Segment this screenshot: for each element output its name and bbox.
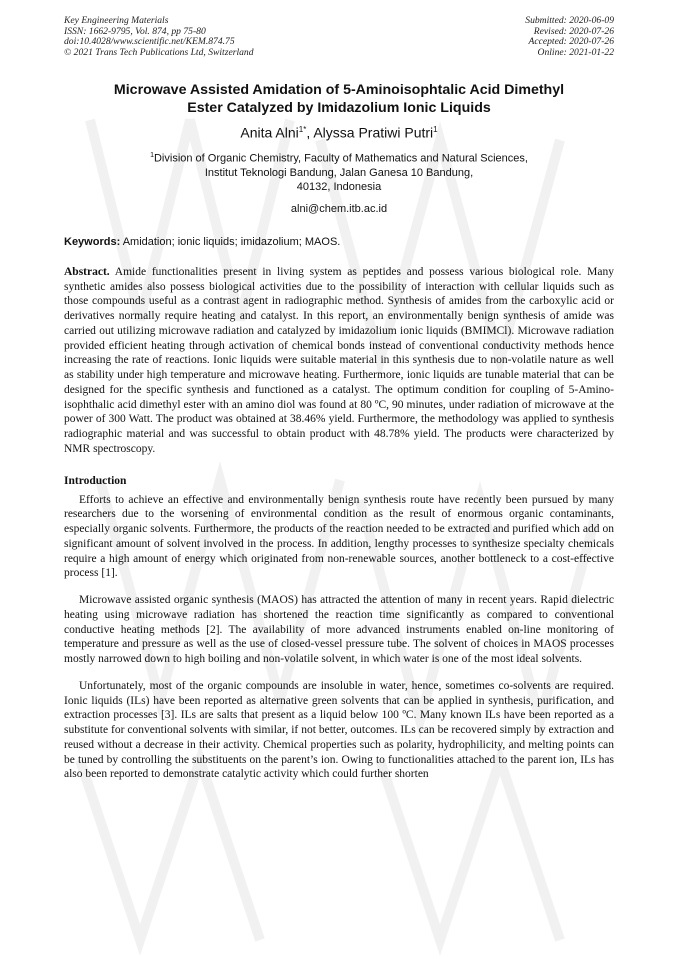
paper-page [64, 16, 614, 794]
section-heading: Introduction [64, 474, 127, 487]
body-paragraph: Unfortunately, most of the organic compounds are insoluble in water, hence, sometimes co-solvents are required. Ionic liquids (ILs) have been reported as alternative green solvents that can be applied in synthesis, purification, and extraction processes [3]. ILs are salts that present as a liquid below 100 ºC. Many known ILs have been reported as a substitute for conventional solvents with similar, if not better, outcomes. ILs can be recovered simply by extraction and reused without a decrease in their activity. Chemical properties such as polarity, hydrophilicity, and melting points can be tuned by controlling the substituents on the parent’s ion. Owing to functionalities attached to the parent ion, ILs has also been reported to demonstrate catalytic activity which could further shorten [64, 679, 614, 781]
affiliation-mark: 1 [150, 151, 154, 159]
date-online: Online: 2021-01-22 [537, 46, 614, 58]
journal-copyright: © 2021 Trans Tech Publications Ltd, Switzerland [64, 46, 254, 58]
journal-name: Key Engineering Materials [64, 15, 169, 26]
keywords [64, 236, 614, 248]
body-paragraph: Efforts to achieve an effective and environmentally benign synthesis route have recently been pursued by many researchers due to the worsening of environmental condition as the result of enormous organic contaminants, especially organic solvents. Furthermore, the products of the reaction needed to be extracted and purified which add on significant amount of solvent involved in the process. In addition, lengthy processes to synthesize specialty chemicals require a high amount of energy which originated from non-renewable sources, another bottleneck to a cost-effective process [1]. [64, 493, 614, 580]
corresponding-email[interactable]: alni@chem.itb.ac.id [290, 202, 388, 215]
affiliation [64, 149, 614, 195]
paper-title [64, 82, 614, 117]
date-accepted: Accepted: 2020-07-26 [528, 36, 614, 47]
journal-info [64, 16, 254, 58]
body-paragraph: Microwave assisted organic synthesis (MAOS) has attracted the attention of many in recent years. Rapid dielectric heating using microwave radiation has shortened the reaction time significantly as compared to conventional conductive heating methods [2]. The availability of more advanced instruments enabled on-line monitoring of temperature and pressure as well as the use of closed-vessel pressure tube. The solvent of choices in MAOS processes mostly narrowed down to high boiling and non-volatile solvent, in which water is one of the most ideal solvents. [64, 594, 614, 666]
author-affil-mark: 1 [433, 125, 438, 134]
title-line: Microwave Assisted Amidation of 5-Aminoisophtalic Acid Dimethyl [113, 82, 565, 98]
abstract-label: Abstract. [64, 265, 110, 278]
journal-doi: doi:10.4028/www.scientific.net/KEM.874.75 [64, 36, 235, 47]
abstract-text: Amide functionalities present in living system as peptides and possess various biological role. Many synthetic amides also possess biological activities due to the possibility of interaction with cellular liquids such as those compounds useful as a contrast agent in radiographic method. Synthesis of amides from the carboxylic acid or derivatives normally require heating and catalyst. In this report, an environmentally benign synthesis of amide was carried out utilizing microwave radiation and catalyzed by imidazolium ionic liquids (BMIMCl). Microwave radiation provided efficient heating through activation of chemical bonds instead of conventional conductivity methods hence increasing the rate of reactions. Ionic liquids were suitable material in this synthesis due to non-volatile nature as well as stability under high temperature and microwave heating. Furthermore, ionic liquids are tunable material that can be designed for the specific synthesis and functioned as a catalyst. The optimum condition for coupling of 5-Amino-isophthalic acid dimethyl ester with an amino diol was found at 80 ºC, 90 minutes, under radiation of microwave at the power of 300 Watt. The product was obtained at 38.46% yield. Furthermore, the methodology was applied to synthesis radiographic material and was successful to obtain product with 48.78% yield. The products were characterized by NMR spectroscopy. [64, 265, 614, 455]
affiliation-line: Institut Teknologi Bandung, Jalan Ganesa 10 Bandung, [204, 166, 474, 179]
date-revised: Revised: 2020-07-26 [533, 25, 614, 37]
keywords-text: Amidation; ionic liquids; imidazolium; MAOS. [120, 235, 341, 248]
author-list [64, 122, 614, 141]
title-line: Ester Catalyzed by Imidazolium Ionic Liquids [187, 99, 491, 116]
abstract [64, 265, 614, 457]
keywords-label: Keywords: [64, 235, 121, 248]
author-affil-mark: 1* [298, 125, 307, 134]
date-submitted: Submitted: 2020-06-09 [525, 15, 614, 26]
journal-issn: ISSN: 1662-9795, Vol. 874, pp 75-80 [64, 25, 206, 37]
author-separator: , [306, 124, 314, 141]
author-name: Alyssa Pratiwi Putri [313, 124, 434, 141]
affiliation-line: Division of Organic Chemistry, Faculty of Mathematics and Natural Sciences, [153, 152, 528, 165]
affiliation-line: 40132, Indonesia [296, 181, 382, 194]
submission-dates [525, 16, 614, 58]
introduction-section [64, 475, 614, 783]
author-name: Anita Alni [240, 124, 299, 141]
journal-header [64, 16, 614, 66]
